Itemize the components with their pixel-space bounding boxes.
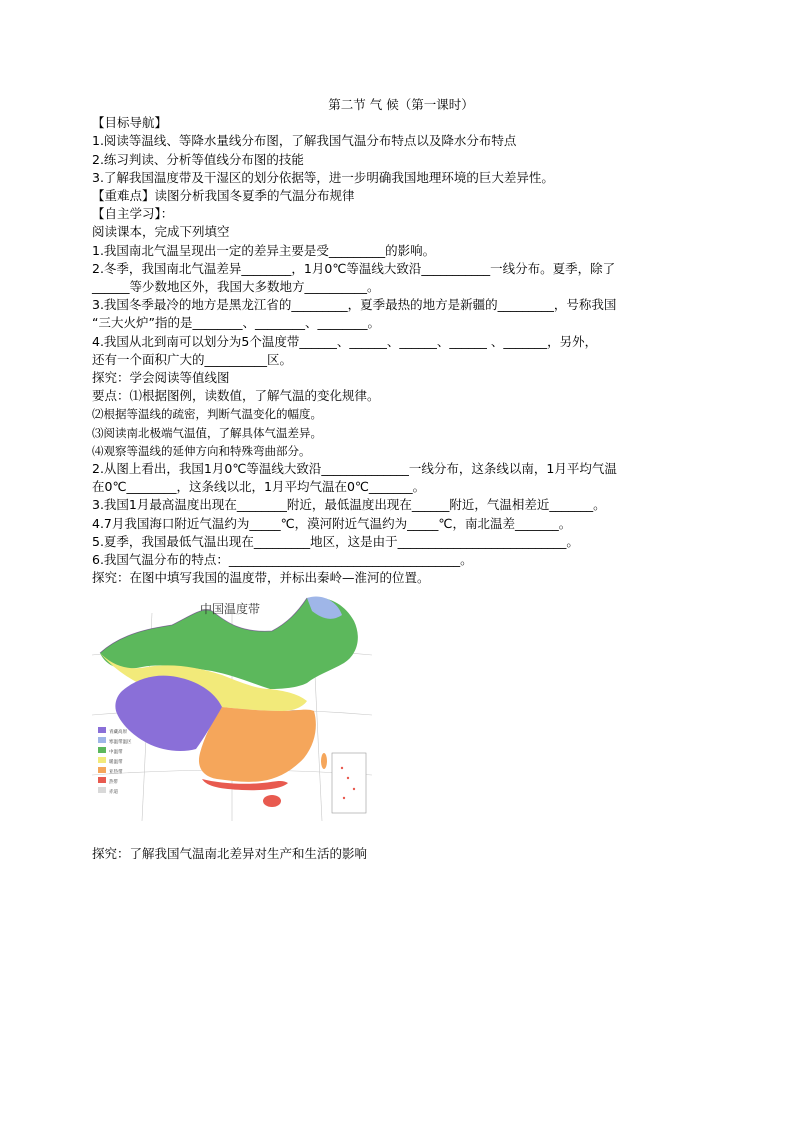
taiwan-island <box>321 753 327 769</box>
legend-label: 暖温带 <box>109 760 123 766</box>
explore-heading-3: 探究：了解我国气温南北差异对生产和生活的影响 <box>92 846 368 861</box>
question-2-line-2: ______等少数地区外，我国大多数地方__________。 <box>92 279 380 295</box>
legend-label: 赤道 <box>109 790 118 796</box>
legend-label: 青藏高原 <box>109 730 127 736</box>
map-question-2-line-1: 2.从图上看出，我国1月0℃等温线大致沿______________一线分布，这条线以南，1月平均气温 <box>92 461 617 477</box>
goal-2: 2.练习判读、分析等值线分布图的技能 <box>92 151 304 167</box>
legend-label: 寒温带温区 <box>109 740 132 746</box>
map-title: 中国温度带 <box>200 602 261 617</box>
explore-heading-2: 探究：在图中填写我国的温度带，并标出秦岭—淮河的位置。 <box>92 570 430 586</box>
key-point-4: ⑷观察等温线的延伸方向和特殊弯曲部分。 <box>92 443 311 458</box>
legend-label: 中温带 <box>109 750 123 756</box>
question-4-line-1: 4.我国从北到南可以划分为5个温度带______、______、______、______ 、_______，另外， <box>92 333 598 349</box>
legend-label: 热带 <box>109 780 118 786</box>
instruction: 阅读课本，完成下列填空 <box>92 224 230 240</box>
map-question-5: 5.夏季，我国最低气温出现在_________地区，这是由于___________________________。 <box>92 533 579 549</box>
worksheet-content <box>92 96 702 821</box>
goal-1: 1.阅读等温线、等降水量线分布图，了解我国气温分布特点以及降水分布特点 <box>92 133 517 149</box>
question-3-line-1: 3.我国冬季最冷的地方是黑龙江省的_________，夏季最热的地方是新疆的_________，号称我国 <box>92 297 617 313</box>
south-sea-inset <box>332 753 366 813</box>
key-point-1: 要点：⑴根据图例，读数值，了解气温的变化规律。 <box>92 388 380 404</box>
key-points: 【重难点】读图分析我国冬夏季的气温分布规律 <box>92 188 355 204</box>
key-point-2: ⑵根据等温线的疏密，判断气温变化的幅度。 <box>92 407 322 422</box>
legend-label: 亚热带 <box>109 770 123 776</box>
page-title: 第二节 气 候（第一课时） <box>328 97 474 112</box>
question-2-line-1: 2.冬季，我国南北气温差异________，1月0℃等温线大致沿___________一线分布。夏季，除了 <box>92 260 616 276</box>
key-point-3: ⑶阅读南北极端气温值，了解具体气温差异。 <box>92 425 322 440</box>
map-question-2-line-2: 在0℃________，这条线以北，1月平均气温在0℃_______。 <box>92 479 426 495</box>
map-svg <box>92 593 372 821</box>
hainan-island <box>263 795 281 807</box>
question-1: 1.我国南北气温呈现出一定的差异主要是受_________的影响。 <box>92 242 436 258</box>
question-3-line-2: “三大火炉”指的是________、________、________。 <box>92 315 380 331</box>
map-question-3: 3.我国1月最高温度出现在________附近，最低温度出现在______附近，气温相差近_______。 <box>92 497 606 513</box>
temperature-zone-map <box>92 593 372 821</box>
explore-heading-1: 探究：学会阅读等值线图 <box>92 370 230 386</box>
map-question-6: 6.我国气温分布的特点：_____________________________________。 <box>92 552 473 568</box>
question-4-line-2: 还有一个面积广大的__________区。 <box>92 351 293 367</box>
section-header-self-study: 【自主学习】： <box>92 206 174 222</box>
goal-3: 3.了解我国温度带及干湿区的划分依据等，进一步明确我国地理环境的巨大差异性。 <box>92 169 554 185</box>
map-question-4: 4.7月我国海口附近气温约为_____℃，漠河附近气温约为_____℃，南北温差_______。 <box>92 515 572 531</box>
section-header-goals: 【目标导航】 <box>92 115 168 131</box>
